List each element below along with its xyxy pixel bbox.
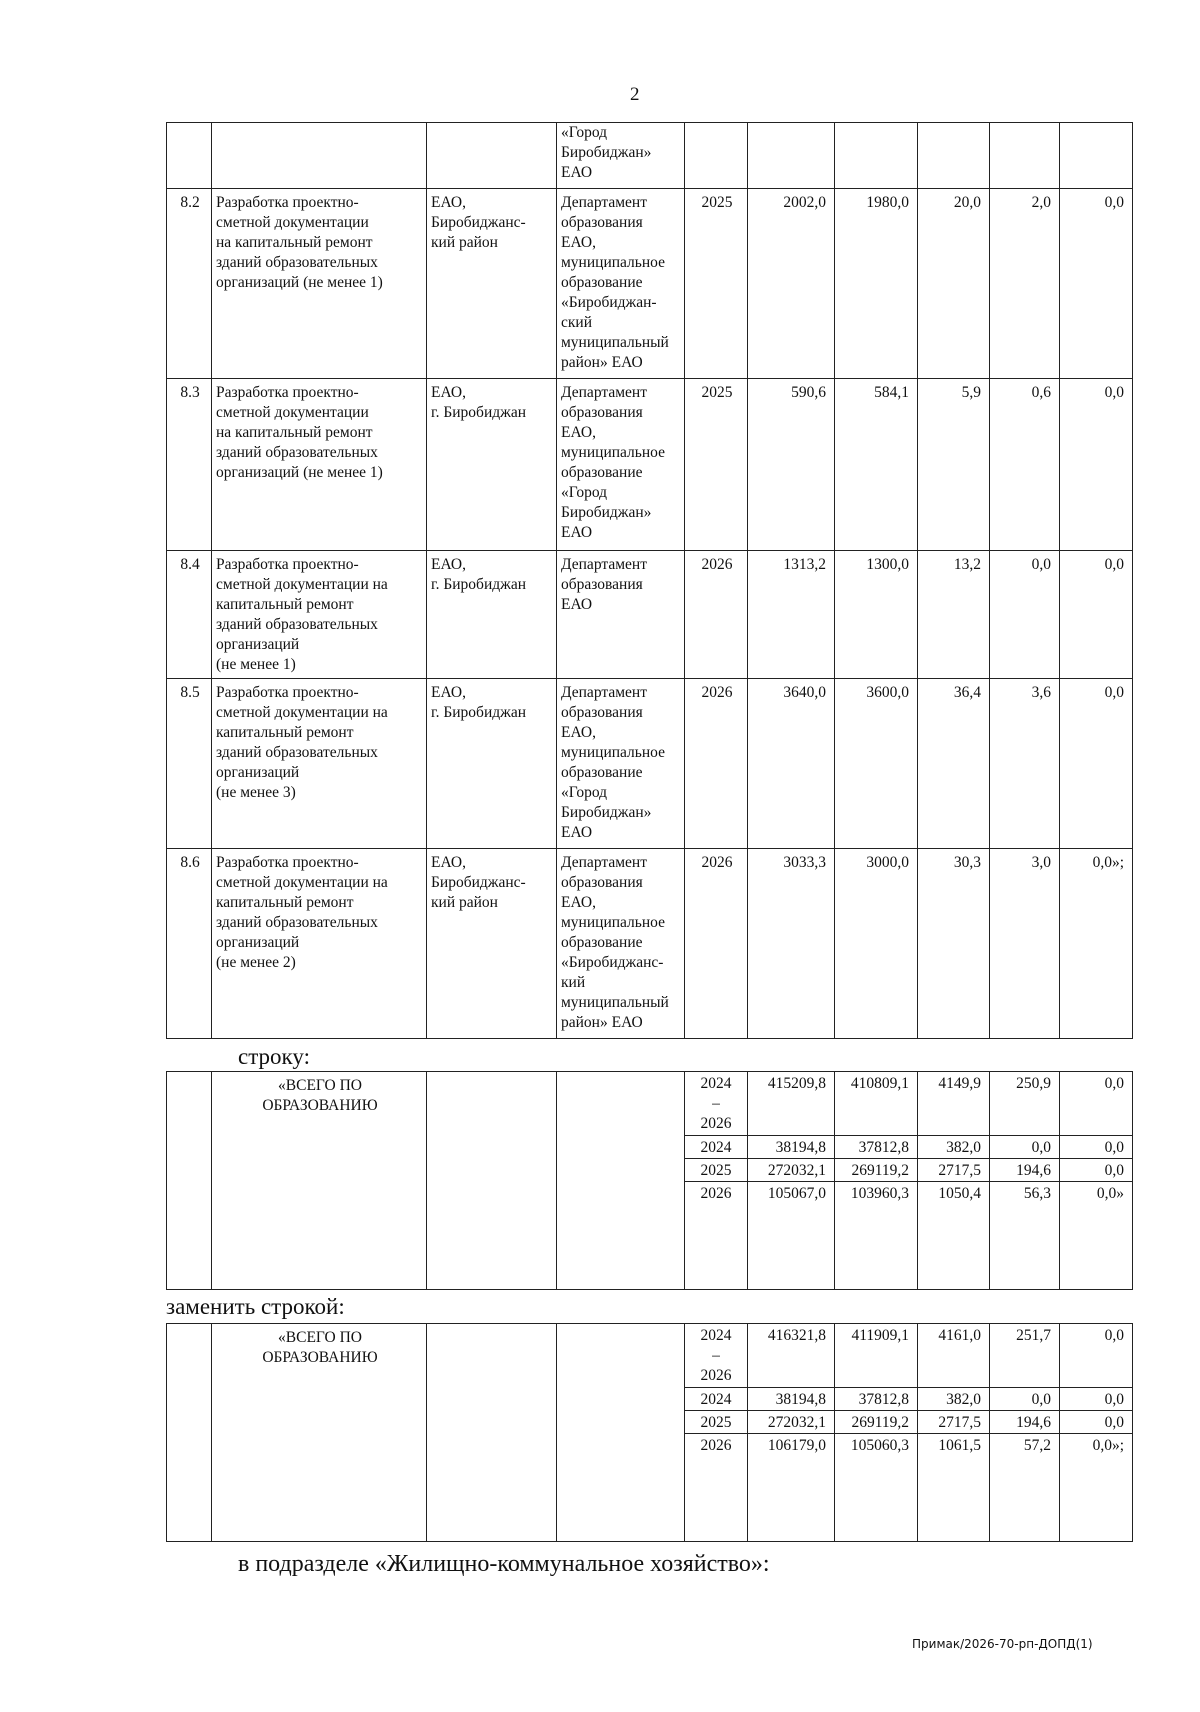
cell-empty (557, 1072, 685, 1290)
cell-year: 2024 (685, 1388, 748, 1411)
table-row-8-3 (167, 379, 1133, 551)
cell-federal: 1300,0 (835, 551, 918, 679)
cell-other: 0,0»; (1060, 1434, 1133, 1542)
cell-empty (918, 123, 990, 189)
table-row-8-5 (167, 679, 1133, 849)
cell-municipal: 0,0 (990, 1136, 1060, 1159)
cell-year: 2026 (685, 679, 748, 849)
old-total-table (166, 1071, 1133, 1290)
cell-year: 2026 (685, 1182, 748, 1290)
cell-empty (557, 1324, 685, 1542)
cell-regional: 4149,9 (918, 1072, 990, 1136)
cell-empty (212, 123, 427, 189)
cell-empty (990, 123, 1060, 189)
cell-total: 272032,1 (748, 1159, 835, 1182)
cell-total: 272032,1 (748, 1411, 835, 1434)
cell-name: Разработка проектно- сметной документации на капитальный ремонт зданий образовательных организаций (не менее 1) (212, 189, 427, 379)
cell-federal: 410809,1 (835, 1072, 918, 1136)
cell-municipal: 0,0 (990, 1388, 1060, 1411)
cell-federal: 105060,3 (835, 1434, 918, 1542)
cell-year: 2024 (685, 1136, 748, 1159)
cell-federal: 269119,2 (835, 1411, 918, 1434)
cell-number: 8.6 (167, 849, 212, 1039)
cell-number: 8.4 (167, 551, 212, 679)
cell-municipal: 251,7 (990, 1324, 1060, 1388)
cell-municipal: 194,6 (990, 1411, 1060, 1434)
cell-executor: Департамент образования ЕАО, муниципальное образование «Биробиджанс- кий муниципальный район» ЕАО (557, 849, 685, 1039)
caption-old-row: строку: (238, 1044, 310, 1069)
cell-regional: 36,4 (918, 679, 990, 849)
cell-other: 0,0 (1060, 1159, 1133, 1182)
cell-year: 2026 (685, 1434, 748, 1542)
cell-executor: Департамент образования ЕАО, муниципальное образование «Город Биробиджан» ЕАО (557, 379, 685, 551)
cell-total: 1313,2 (748, 551, 835, 679)
document-code: Примак/2026-70-рп-ДОПД(1) (912, 1637, 1093, 1651)
cell-federal: 1980,0 (835, 189, 918, 379)
total-row-all-years (167, 1072, 1133, 1136)
cell-other: 0,0 (1060, 1136, 1133, 1159)
cell-empty (167, 1072, 212, 1290)
cell-municipal: 2,0 (990, 189, 1060, 379)
cell-place: ЕАО, г. Биробиджан (427, 679, 557, 849)
continuation-row (167, 123, 1133, 189)
cell-regional: 2717,5 (918, 1411, 990, 1434)
cell-other: 0,0 (1060, 551, 1133, 679)
cell-name: Разработка проектно- сметной документации на капитальный ремонт зданий образовательных организаций (не менее 1) (212, 551, 427, 679)
cell-regional: 382,0 (918, 1388, 990, 1411)
cell-other: 0,0 (1060, 1388, 1133, 1411)
cell-regional: 382,0 (918, 1136, 990, 1159)
cell-place: ЕАО, г. Биробиджан (427, 379, 557, 551)
cell-year: 2025 (685, 379, 748, 551)
cell-municipal: 0,6 (990, 379, 1060, 551)
table-row-8-4 (167, 551, 1133, 679)
cell-municipal: 194,6 (990, 1159, 1060, 1182)
cell-empty (167, 123, 212, 189)
cell-other: 0,0 (1060, 189, 1133, 379)
cell-number: 8.2 (167, 189, 212, 379)
total-label: «ВСЕГО ПО ОБРАЗОВАНИЮ (212, 1072, 427, 1290)
table-row-8-2 (167, 189, 1133, 379)
measures-table (166, 122, 1133, 1039)
cell-total: 415209,8 (748, 1072, 835, 1136)
caption-replace-with: заменить строкой: (166, 1294, 345, 1319)
cell-municipal: 3,6 (990, 679, 1060, 849)
cell-federal: 37812,8 (835, 1136, 918, 1159)
cell-municipal: 0,0 (990, 551, 1060, 679)
new-total-table (166, 1323, 1133, 1542)
cell-year: 2025 (685, 189, 748, 379)
cell-empty (748, 123, 835, 189)
cell-empty (1060, 123, 1133, 189)
cell-other: 0,0 (1060, 1324, 1133, 1388)
cell-total: 3640,0 (748, 679, 835, 849)
cell-total: 38194,8 (748, 1388, 835, 1411)
cell-executor: Департамент образования ЕАО (557, 551, 685, 679)
cell-regional: 5,9 (918, 379, 990, 551)
cell-empty (835, 123, 918, 189)
cell-year: 2025 (685, 1411, 748, 1434)
cell-year: 2024 – 2026 (685, 1324, 748, 1388)
cell-federal: 411909,1 (835, 1324, 918, 1388)
cell-name: Разработка проектно- сметной документации на капитальный ремонт зданий образовательных организаций (не менее 2) (212, 849, 427, 1039)
cell-federal: 269119,2 (835, 1159, 918, 1182)
total-label: «ВСЕГО ПО ОБРАЗОВАНИЮ (212, 1324, 427, 1542)
cell-name: Разработка проектно- сметной документации на капитальный ремонт зданий образовательных организаций (не менее 1) (212, 379, 427, 551)
cell-place: ЕАО, Биробиджанс- кий район (427, 189, 557, 379)
cell-other: 0,0 (1060, 379, 1133, 551)
cell-place: ЕАО, Биробиджанс- кий район (427, 849, 557, 1039)
cell-municipal: 250,9 (990, 1072, 1060, 1136)
cell-place: ЕАО, г. Биробиджан (427, 551, 557, 679)
cell-municipal: 3,0 (990, 849, 1060, 1039)
total-row-all-years (167, 1324, 1133, 1388)
cell-regional: 1061,5 (918, 1434, 990, 1542)
cell-other: 0,0 (1060, 1072, 1133, 1136)
cell-executor: Департамент образования ЕАО, муниципальное образование «Биробиджан- ский муниципальный район» ЕАО (557, 189, 685, 379)
cell-other: 0,0»; (1060, 849, 1133, 1039)
cell-number: 8.5 (167, 679, 212, 849)
cell-number: 8.3 (167, 379, 212, 551)
cell-year: 2025 (685, 1159, 748, 1182)
cell-federal: 584,1 (835, 379, 918, 551)
cell-other: 0,0» (1060, 1182, 1133, 1290)
cell-regional: 4161,0 (918, 1324, 990, 1388)
cell-total: 105067,0 (748, 1182, 835, 1290)
page-number: 2 (630, 84, 640, 105)
cell-federal: 3600,0 (835, 679, 918, 849)
cell-other: 0,0 (1060, 1411, 1133, 1434)
cell-empty (685, 123, 748, 189)
cell-empty (427, 1072, 557, 1290)
cell-year: 2024 – 2026 (685, 1072, 748, 1136)
cell-federal: 103960,3 (835, 1182, 918, 1290)
cell-total: 3033,3 (748, 849, 835, 1039)
cell-name: Разработка проектно- сметной документации на капитальный ремонт зданий образовательных организаций (не менее 3) (212, 679, 427, 849)
cell-municipal: 56,3 (990, 1182, 1060, 1290)
cell-year: 2026 (685, 551, 748, 679)
cell-empty (427, 123, 557, 189)
cell-regional: 20,0 (918, 189, 990, 379)
cell-total: 38194,8 (748, 1136, 835, 1159)
caption-subsection: в подразделе «Жилищно-коммунальное хозяйство»: (238, 1551, 770, 1577)
cell-other: 0,0 (1060, 679, 1133, 849)
cell-regional: 1050,4 (918, 1182, 990, 1290)
cell-total: 2002,0 (748, 189, 835, 379)
cell-total: 416321,8 (748, 1324, 835, 1388)
cell-executor: Департамент образования ЕАО, муниципальное образование «Город Биробиджан» ЕАО (557, 679, 685, 849)
cell-federal: 3000,0 (835, 849, 918, 1039)
cell-municipal: 57,2 (990, 1434, 1060, 1542)
cell-empty (427, 1324, 557, 1542)
cell-total: 590,6 (748, 379, 835, 551)
cell-total: 106179,0 (748, 1434, 835, 1542)
cell-federal: 37812,8 (835, 1388, 918, 1411)
cell-executor: «Город Биробиджан» ЕАО (557, 123, 685, 189)
cell-empty (167, 1324, 212, 1542)
cell-regional: 2717,5 (918, 1159, 990, 1182)
cell-year: 2026 (685, 849, 748, 1039)
cell-regional: 30,3 (918, 849, 990, 1039)
table-row-8-6 (167, 849, 1133, 1039)
cell-regional: 13,2 (918, 551, 990, 679)
